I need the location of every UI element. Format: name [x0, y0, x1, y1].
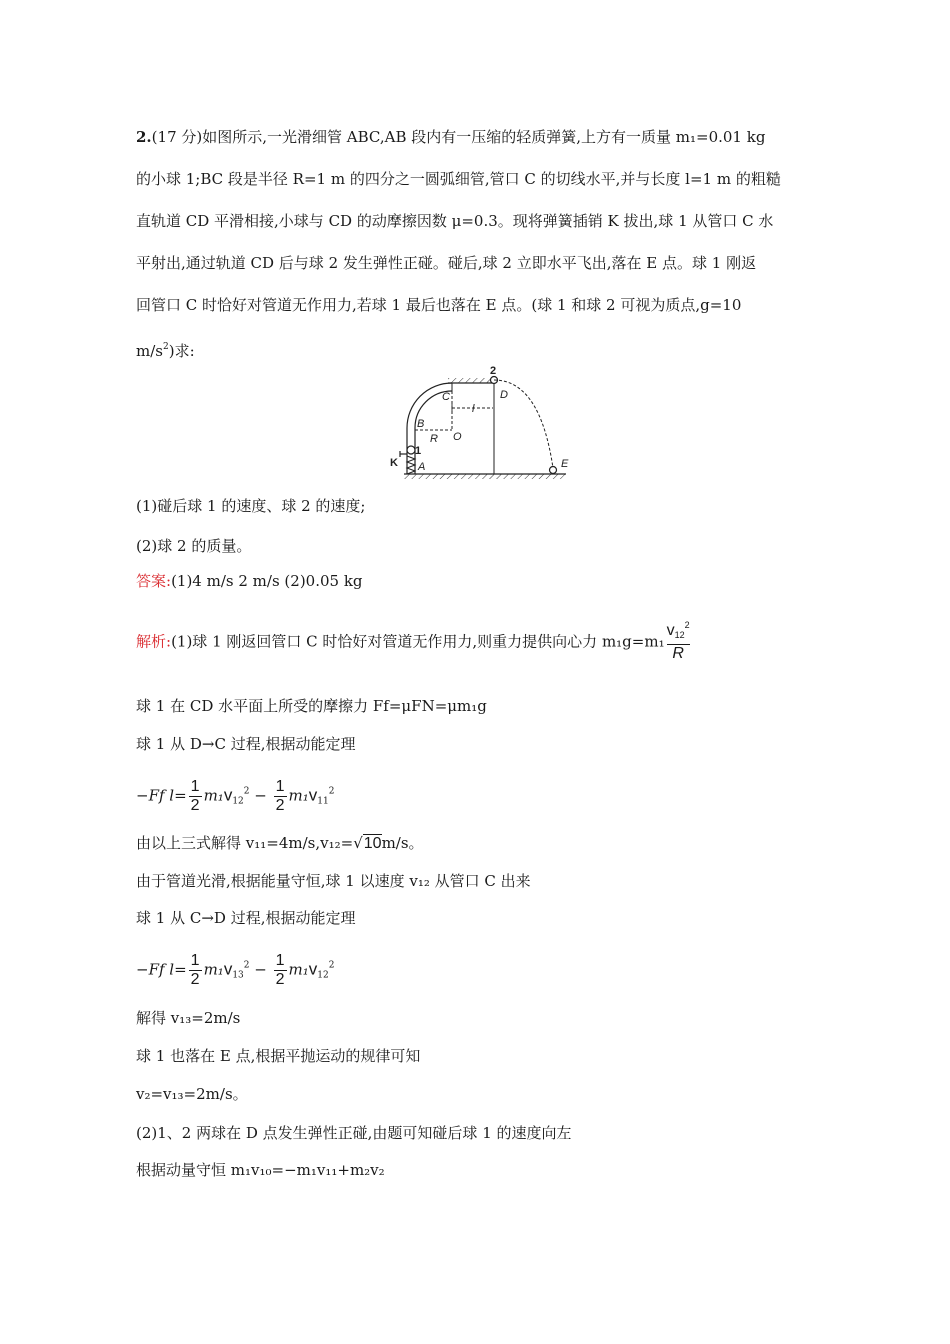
question-1: (1)碰后球 1 的速度、球 2 的速度;: [136, 497, 366, 515]
landing-e: [550, 467, 557, 474]
label-l: l: [472, 403, 475, 415]
label-a: A: [418, 461, 426, 473]
analysis-line-4: 由以上三式解得 v₁₁=4m/s,v₁₂=√10m/s。: [136, 834, 424, 852]
problem-line-5: 回管口 C 时恰好对管道无作用力,若球 1 最后也落在 E 点。(球 1 和球 2 可视为质点,g=10: [136, 296, 742, 314]
label-o: O: [453, 431, 462, 443]
physics-diagram: [390, 366, 570, 484]
analysis-line-8: 球 1 也落在 E 点,根据平抛运动的规律可知: [136, 1047, 421, 1065]
analysis-line-3: 球 1 从 D→C 过程,根据动能定理: [136, 735, 356, 753]
ground-hatch: [404, 474, 566, 479]
analysis-line-11: 根据动量守恒 m₁v₁₀=−m₁v₁₁+m₂v₂: [136, 1161, 385, 1179]
equation-2: −Ff l= $\frac{1}{2}$ $m_1v_{13}^2$ − $\frac{1}{2}$ $m_1v_{12}^2$: [136, 952, 335, 988]
label-1: 1: [415, 445, 422, 457]
label-b: B: [417, 418, 425, 430]
analysis-line-9: v₂=v₁₃=2m/s。: [136, 1085, 248, 1103]
spring: [407, 456, 415, 474]
analysis-line-10: (2)1、2 两球在 D 点发生弹性正碰,由题可知碰后球 1 的速度向左: [136, 1124, 572, 1142]
problem-line-1: 2.(17 分)如图所示,一光滑细管 ABC,AB 段内有一压缩的轻质弹簧,上方有一质量 m₁=0.01 kg: [136, 128, 766, 146]
problem-line-4: 平射出,通过轨道 CD 后与球 2 发生弹性正碰。碰后,球 2 立即水平飞出,落在 E 点。球 1 刚返: [136, 254, 757, 272]
ball-1: [407, 446, 415, 454]
label-c: C: [442, 391, 450, 403]
equation-1: −Ff l= $\frac{1}{2}$ $m_1v_{12}^2$ − $\frac{1}{2}$ $m_1v_{11}^2$: [136, 778, 335, 814]
problem-line-2: 的小球 1;BC 段是半径 R=1 m 的四分之一圆弧细管,管口 C 的切线水平,并与长度 l=1 m 的粗糙: [136, 170, 781, 188]
answer-label: 答案:: [136, 572, 172, 590]
question-2: (2)球 2 的质量。: [136, 537, 252, 555]
problem-line-3: 直轨道 CD 平滑相接,小球与 CD 的动摩擦因数 μ=0.3。现将弹簧插销 K 拔出,球 1 从管口 C 水: [136, 212, 774, 230]
label-d: D: [500, 389, 508, 401]
analysis-line-1: 解析:(1)球 1 刚返回管口 C 时恰好对管道无作用力,则重力提供向心力 m₁g=m₁ $\frac{v_{12}^2}{R}$: [136, 620, 690, 662]
analysis-line-2: 球 1 在 CD 水平面上所受的摩擦力 Ff=μFN=μm₁g: [136, 697, 487, 715]
label-k: K: [390, 457, 398, 469]
label-2: 2: [490, 366, 497, 377]
answer-line: 答案:(1)4 m/s 2 m/s (2)0.05 kg: [136, 572, 363, 590]
analysis-label: 解析:: [136, 632, 172, 651]
analysis-line-7: 解得 v₁₃=2m/s: [136, 1009, 241, 1027]
problem-number: 2.: [136, 128, 152, 146]
label-e: E: [561, 458, 569, 470]
track-cd-hatch: [448, 378, 494, 383]
analysis-line-5: 由于管道光滑,根据能量守恒,球 1 以速度 v₁₂ 从管口 C 出来: [136, 872, 531, 890]
analysis-line-6: 球 1 从 C→D 过程,根据动能定理: [136, 909, 356, 927]
problem-line-6: $m/s^2$)求:: [136, 342, 195, 360]
label-r: R: [430, 433, 438, 445]
